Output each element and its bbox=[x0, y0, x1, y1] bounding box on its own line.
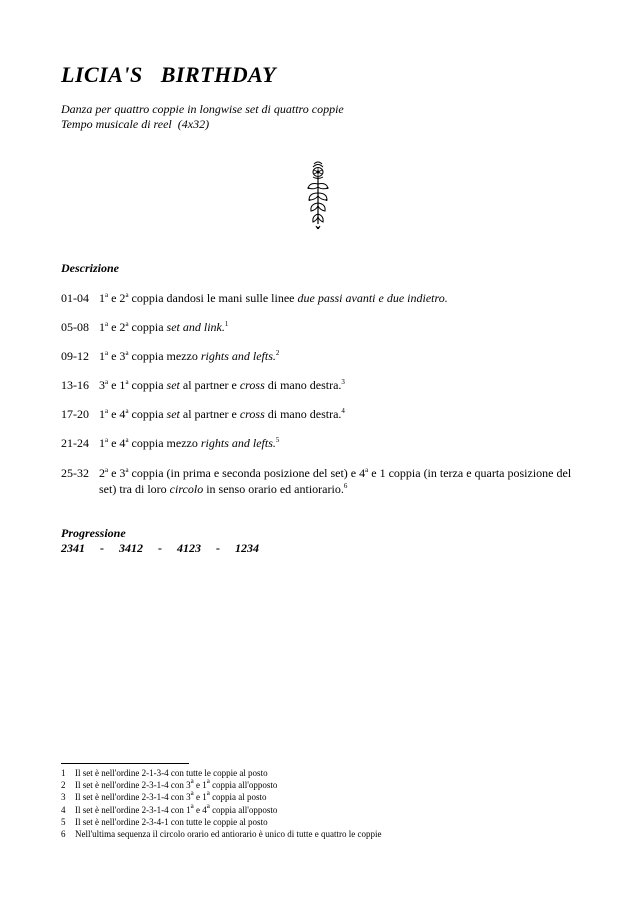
step-description bbox=[99, 348, 577, 364]
text-run: coppia mezzo bbox=[128, 436, 201, 450]
text-run: coppia all'opposto bbox=[209, 804, 278, 815]
description-heading: Descrizione bbox=[61, 261, 119, 275]
text-run: al partner e bbox=[179, 378, 240, 392]
ordinal-superscript: a bbox=[105, 436, 109, 444]
footnote-text bbox=[75, 801, 278, 816]
text-run: e 1 bbox=[193, 780, 207, 791]
italic-term: rights and lefts. bbox=[200, 349, 276, 363]
footnote-number: 2 bbox=[61, 780, 66, 791]
step-description bbox=[99, 319, 577, 335]
step-description bbox=[99, 290, 577, 306]
text-run: coppia mezzo bbox=[128, 349, 201, 363]
text-run: coppia (in prima e seconda posizione del set) e 4 bbox=[128, 466, 366, 480]
step-bars: 05-08 bbox=[61, 320, 89, 334]
footnote-text bbox=[75, 828, 382, 840]
italic-term: due passi avanti e due indietro. bbox=[297, 291, 448, 305]
text-run: coppia bbox=[128, 378, 167, 392]
footnote-item bbox=[61, 779, 581, 791]
text-run: e 3 bbox=[108, 349, 126, 363]
thistle-ornament-icon bbox=[304, 160, 332, 232]
text-run: Il set è nell'ordine 2-3-1-4 con 3 bbox=[75, 792, 191, 803]
footnotes-list bbox=[61, 767, 581, 840]
ordinal-superscript: a bbox=[125, 291, 129, 299]
text-run: di mano destra. bbox=[264, 378, 342, 392]
footnote-ref: 5 bbox=[275, 436, 280, 444]
text-run: 1 bbox=[99, 291, 105, 305]
text-run: e 1 bbox=[193, 792, 207, 803]
step-bars: 17-20 bbox=[61, 407, 89, 421]
text-run: 1 bbox=[99, 407, 105, 421]
text-run: e 4 bbox=[108, 407, 126, 421]
italic-term: circolo bbox=[169, 482, 204, 496]
ordinal-superscript: a bbox=[206, 801, 210, 810]
footnote-separator bbox=[61, 763, 189, 764]
step-description bbox=[99, 377, 577, 393]
progression-sequence: 2341 - 3412 - 4123 - 1234 bbox=[61, 541, 259, 555]
text-run: in senso orario ed antiorario. bbox=[203, 482, 344, 496]
text-run: e 4 bbox=[108, 436, 126, 450]
ordinal-superscript: a bbox=[125, 466, 129, 474]
text-run: Il set è nell'ordine 2-3-1-4 con 1 bbox=[75, 804, 191, 815]
subtitle-line-tempo: Tempo musicale di reel (4x32) bbox=[61, 117, 210, 131]
footnote-ref: 2 bbox=[275, 349, 280, 357]
text-run: coppia bbox=[128, 320, 167, 334]
ordinal-superscript: a bbox=[190, 777, 194, 786]
step-bars: 25-32 bbox=[61, 466, 89, 480]
text-run: 1 bbox=[99, 349, 105, 363]
progression-block bbox=[61, 526, 259, 556]
ordinal-superscript: a bbox=[105, 349, 109, 357]
text-run: coppia al posto bbox=[209, 792, 267, 803]
step-bars: 01-04 bbox=[61, 291, 89, 305]
italic-term: set and link. bbox=[166, 320, 225, 334]
text-run: di mano destra. bbox=[264, 407, 342, 421]
text-run: coppia all'opposto bbox=[209, 780, 278, 791]
progression-heading: Progressione bbox=[61, 526, 126, 540]
dance-title: LICIA'S BIRTHDAY bbox=[61, 62, 277, 87]
ordinal-superscript: a bbox=[105, 466, 109, 474]
footnote-text bbox=[75, 779, 277, 791]
footnote-number: 6 bbox=[61, 828, 66, 839]
text-run: e 1 bbox=[108, 378, 126, 392]
step-description bbox=[99, 435, 577, 451]
footnote-text bbox=[75, 791, 267, 803]
subtitle-line-formation: Danza per quattro coppie in longwise set di quattro coppie bbox=[61, 102, 344, 116]
ordinal-superscript: a bbox=[206, 789, 210, 798]
ordinal-superscript: a bbox=[105, 320, 109, 328]
ordinal-superscript: a bbox=[105, 407, 109, 415]
footnote-item bbox=[61, 828, 581, 840]
text-run: e 3 bbox=[108, 466, 126, 480]
footnote-ref: 3 bbox=[341, 378, 345, 386]
footnote-number: 1 bbox=[61, 768, 66, 778]
text-run: Il set è nell'ordine 2-3-4-1 con tutte le coppie al posto bbox=[75, 816, 268, 827]
footnote-item bbox=[61, 801, 581, 816]
footnote-ref: 6 bbox=[343, 482, 348, 490]
footnote-item bbox=[61, 767, 581, 779]
text-run: Il set è nell'ordine 2-3-1-4 con 3 bbox=[75, 780, 191, 791]
ordinal-superscript: a bbox=[190, 789, 194, 798]
ordinal-superscript: a bbox=[125, 378, 129, 386]
italic-term: rights and lefts. bbox=[200, 436, 276, 450]
text-run: coppia bbox=[128, 407, 167, 421]
text-run: 1 bbox=[99, 436, 105, 450]
ordinal-superscript: a bbox=[125, 407, 129, 415]
footnote-ref: 1 bbox=[224, 320, 229, 328]
ordinal-superscript: a bbox=[125, 320, 129, 328]
text-run: Il set è nell'ordine 2-1-3-4 con tutte le coppie al posto bbox=[75, 768, 268, 778]
text-run: coppia dandosi le mani sulle linee bbox=[128, 291, 298, 305]
italic-term: cross bbox=[239, 378, 265, 392]
footnote-number: 4 bbox=[61, 804, 66, 815]
ordinal-superscript: a bbox=[125, 349, 129, 357]
text-run: e 4 bbox=[193, 804, 207, 815]
ordinal-superscript: a bbox=[105, 378, 109, 386]
ordinal-superscript: a bbox=[105, 291, 109, 299]
text-run: 2 bbox=[99, 466, 105, 480]
footnote-item bbox=[61, 791, 581, 803]
step-description bbox=[99, 465, 577, 497]
text-run: e 2 bbox=[108, 291, 126, 305]
italic-term: set bbox=[166, 378, 180, 392]
footnote-text bbox=[75, 816, 268, 828]
text-run: e 2 bbox=[108, 320, 126, 334]
italic-term: cross bbox=[239, 407, 265, 421]
text-run: Nell'ultima sequenza il circolo orario ed antiorario è unico di tutte e quattro le coppie bbox=[75, 828, 382, 839]
text-run: 1 bbox=[99, 320, 105, 334]
text-run: 3 bbox=[99, 378, 105, 392]
step-bars: 21-24 bbox=[61, 436, 89, 450]
footnote-text bbox=[75, 767, 268, 779]
footnote-item bbox=[61, 816, 581, 828]
step-bars: 13-16 bbox=[61, 378, 89, 392]
text-run: e 1 coppia (in terza e quarta posizione del set) tra di loro bbox=[99, 466, 572, 496]
dance-subtitle bbox=[61, 102, 344, 132]
footnote-number: 5 bbox=[61, 816, 66, 827]
text-run: al partner e bbox=[179, 407, 240, 421]
ordinal-superscript: a bbox=[125, 436, 129, 444]
italic-term: set bbox=[166, 407, 180, 421]
ordinal-superscript: a bbox=[206, 777, 210, 786]
ordinal-superscript: a bbox=[190, 801, 194, 810]
step-description bbox=[99, 406, 577, 422]
step-bars: 09-12 bbox=[61, 349, 89, 363]
footnote-number: 3 bbox=[61, 792, 66, 803]
ordinal-superscript: a bbox=[365, 466, 369, 474]
footnote-ref: 4 bbox=[341, 407, 345, 415]
